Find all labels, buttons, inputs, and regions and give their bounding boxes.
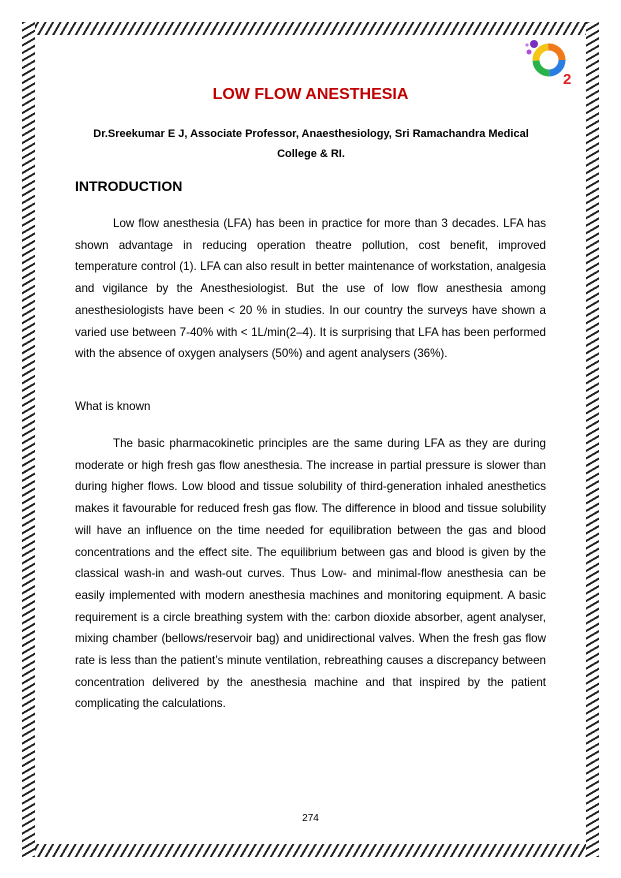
page-border-top	[22, 22, 599, 35]
page-border-bottom	[22, 844, 599, 857]
paragraph-introduction: Low flow anesthesia (LFA) has been in practice for more than 3 decades. LFA has shown advantage in reducing operation theatre pollution, cost benefit, improved temperature control (1). LFA can also result in better maintenance of workstation, analgesia and vigilance by the Anesthesiologist. But the use of low flow anesthesia among anesthesiologists have been < 20 % in studies. In our country the surveys have shown a varied use between 7-40% with < 1L/min(2–4). It is surprising that LFA has been performed with the absence of oxygen analysers (50%) and agent analysers (36%).	[75, 217, 546, 361]
paragraph-what-is-known: The basic pharmacokinetic principles are the same during LFA as they are during moderate or high fresh gas flow anesthesia. The increase in partial pressure is slower than during higher flows. Low blood and tissue solubility of third-generation inhaled anesthetics makes it favourable for reduced fresh gas flow. The difference in blood and tissue solubility will have an influence on the time needed for equilibration between the gas and blood concentrations and the effect site. The equilibrium between gas and blood is given by the classical wash-in and wash-out curves. Thus Low- and minimal-flow anesthesia can be easily implemented with modern anesthesia machines and monitoring equipment. A basic requirement is a circle breathing system with the: carbon dioxide absorber, agent analyser, mixing chamber (bellows/reservoir bag) and unidirectional valves. When the fresh gas flow rate is less than the patient’s minute ventilation, rebreathing causes a discrepancy between concentration delivered by the anesthesia machine and that inspired by the patient complicating the calculations.	[75, 437, 546, 711]
author-line: Dr.Sreekumar E J, Associate Professor, Anaesthesiology, Sri Ramachandra Medical College & RI.	[93, 128, 529, 160]
subheading-what-is-known: What is known	[75, 400, 151, 413]
page-border-left	[22, 22, 35, 857]
o2-logo-icon	[523, 36, 579, 88]
page-number: 274	[302, 813, 319, 824]
document-title: LOW FLOW ANESTHESIA	[212, 86, 409, 103]
page-border-right	[586, 22, 599, 857]
section-heading: INTRODUCTION	[75, 178, 183, 194]
svg-text:2: 2	[563, 71, 572, 88]
